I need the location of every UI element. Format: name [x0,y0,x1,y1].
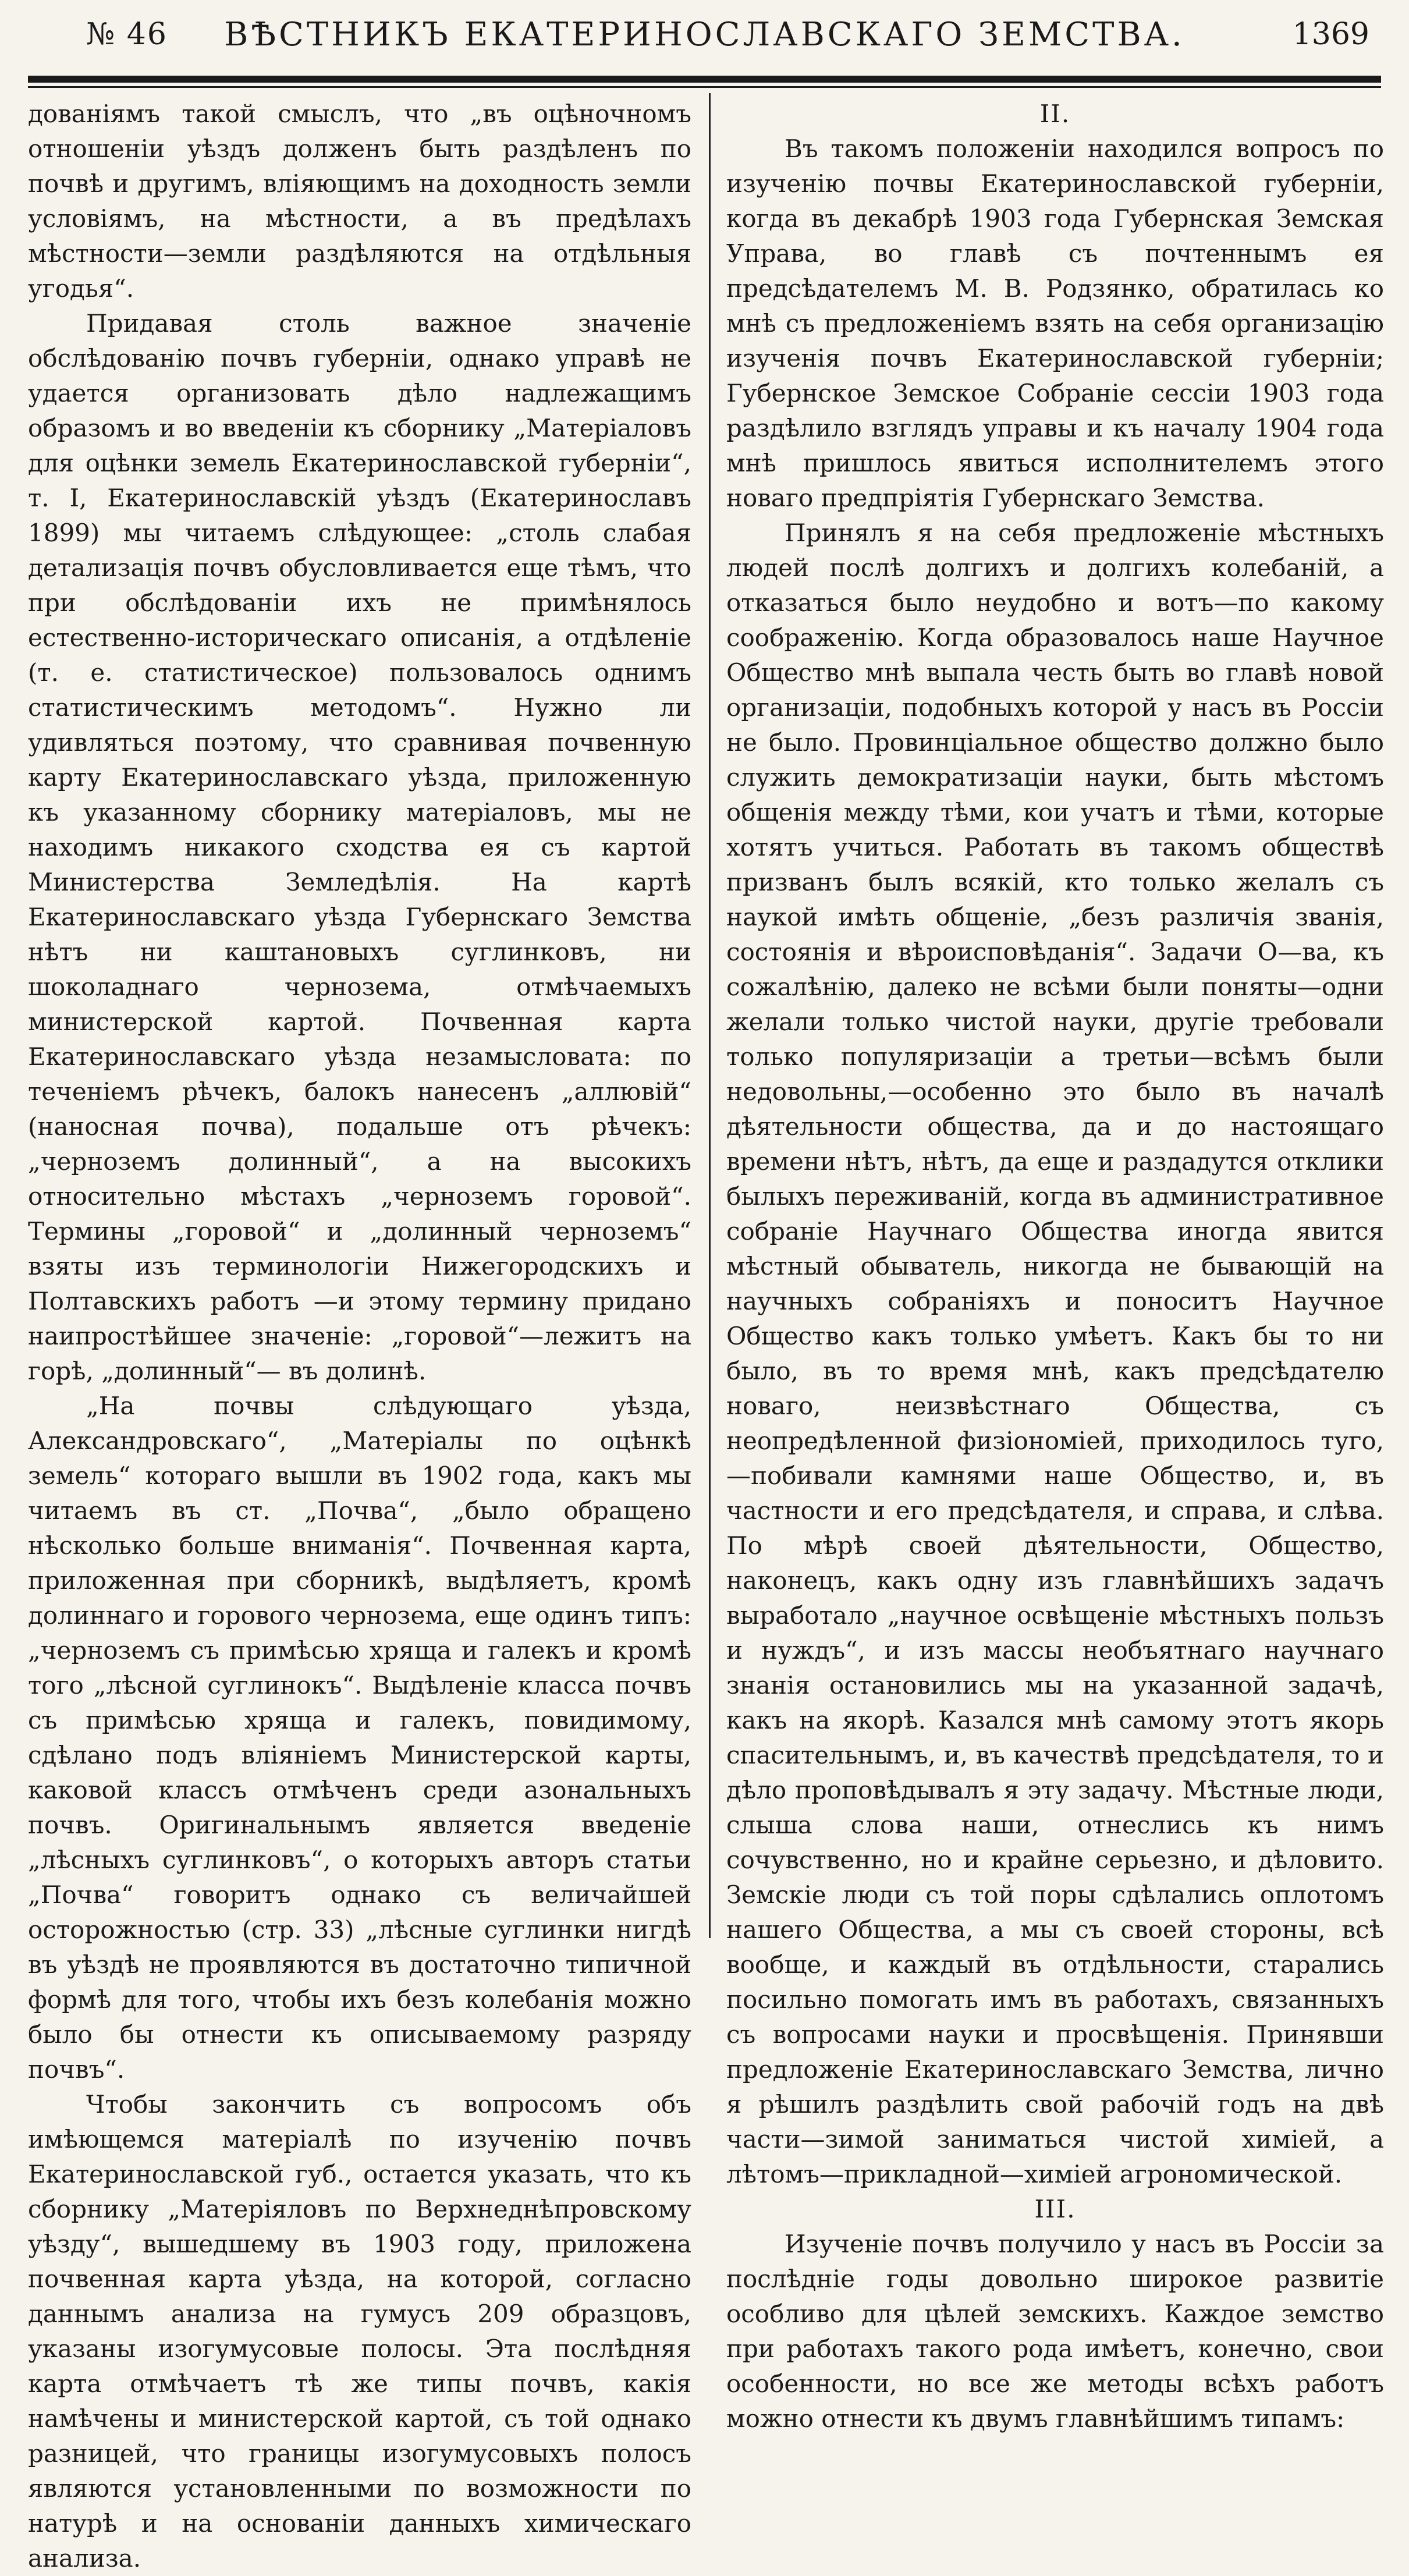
right-paragraph-3: Изученіе почвъ получило у насъ въ Россіи за послѣдніе годы довольно широкое развитіе особливо для цѣлей земскихъ. Каждое земство при работахъ такого рода имѣетъ, конечно, свои особенности, но все же методы всѣхъ работъ можно отнести къ двумъ главнѣйшимъ типамъ: [726,2230,1384,2433]
page-number: 1369 [1292,17,1369,52]
header-rule-thin [28,86,1381,88]
left-paragraph-1: дованіямъ такой смыслъ, что „въ оцѣночномъ отношеніи уѣздъ долженъ быть раздѣленъ по почвѣ и другимъ, вліяющимъ на доходность земли условіямъ, на мѣстности, а въ предѣлахъ мѣстности—земли раздѣляются на отдѣльныя угодья“. [28,100,691,303]
header-rule-thick [28,76,1381,83]
right-column [726,97,1384,2433]
right-paragraph-1: Въ такомъ положеніи находился вопросъ по изученію почвы Екатеринославской губерніи, когда въ декабрѣ 1903 года Губернская Земская Управа, во главѣ съ почтеннымъ ея предсѣдателемъ М. В. Родзянко, обратилась ко мнѣ съ предложеніемъ взять на себя организацію изученія почвъ Екатеринославской губерніи; Губернское Земское Собраніе сессіи 1903 года раздѣлило взглядъ управы и къ началу 1904 года мнѣ пришлось явиться исполнителемъ этого новаго предпріятія Губернскаго Земства. [726,134,1384,512]
column-divider [709,93,711,1938]
journal-title: ВѢСТНИКЪ ЕКАТЕРИНОСЛАВСКАГО ЗЕМСТВА. [224,15,1185,54]
section-heading-3: III. [1034,2195,1076,2223]
left-paragraph-4: Чтобы закончить съ вопросомъ объ имѣющемся матеріалѣ по изученію почвъ Екатеринославской губ., остается указать, что къ сборнику „Матеріяловъ по Верхнеднѣпровскому уѣзду“, вышедшему въ 1903 году, приложена почвенная карта уѣзда, на которой, согласно даннымъ анализа на гумусъ 209 образцовъ, указаны изогумусовые полосы. Эта послѣдняя карта отмѣчаетъ тѣ же типы почвъ, какія намѣчены и министерской картой, съ той однако разницей, что границы изогумусовыхъ полосъ являются установленными по возможности по натурѣ и на основаніи данныхъ химическаго анализа. [28,2090,691,2573]
page-header [28,0,1381,69]
left-column [28,97,691,2573]
right-paragraph-2: Принялъ я на себя предложеніе мѣстныхъ людей послѣ долгихъ и долгихъ колебаній, а отказаться было неудобно и вотъ—по какому соображенію. Когда образовалось наше Научное Общество мнѣ выпала честь быть во главѣ новой организаціи, подобныхъ которой у насъ въ Россіи не было. Провинціальное общество должно было служить демократизаціи науки, быть мѣстомъ общенія между тѣми, кои учатъ и тѣми, которые хотятъ учиться. Работать въ такомъ обществѣ призванъ былъ всякій, кто только желалъ съ наукой имѣть общеніе, „безъ различія званія, состоянія и вѣроисповѣданія“. Задачи О—ва, къ сожалѣнію, далеко не всѣми были поняты—одни желали только чистой науки, другіе требовали только популяризаціи а третьи—всѣмъ были недовольны,—особенно это было въ началѣ дѣятельности общества, да и до настоящаго времени нѣтъ, нѣтъ, да еще и раздадутся отклики былыхъ переживаній, когда въ административное собраніе Научнаго Общества иногда явится мѣстный обыватель, никогда не бывающій на научныхъ собраніяхъ и поноситъ Научное Общество какъ только умѣетъ. Какъ бы то ни было, въ то время мнѣ, какъ предсѣдателю новаго, неизвѣстнаго Общества, съ неопредѣленной физіономіей, приходилось туго,—побивали камнями наше Общество, и, въ частности и его предсѣдателя, и справа, и слѣва. По мѣрѣ своей дѣятельности, Общество, наконецъ, какъ одну изъ главнѣйшихъ задачъ выработало „научное освѣщеніе мѣстныхъ пользъ и нуждъ“, и изъ массы необъятнаго научнаго знанія остановились мы на указанной задачѣ, какъ на якорѣ. Казался мнѣ самому этотъ якорь спасительнымъ, и, въ качествѣ предсѣдателя, то и дѣло проповѣдывалъ я эту задачу. Мѣстные люди, слыша слова наши, отнеслись къ нимъ сочувственно, но и крайне серьезно, и дѣловито. Земскіе люди съ той поры сдѣлались оплотомъ нашего Общества, а мы съ своей стороны, всѣ вообще, и каждый въ отдѣльности, старались посильно помогать имъ въ работахъ, связанныхъ съ вопросами науки и просвѣщенія. Принявши предложеніе Екатеринославскаго Земства, лично я рѣшилъ раздѣлить свой рабочій годъ на двѣ части—зимой заниматься чистой химіей, а лѣтомъ—прикладной—химіей агрономической. [726,519,1384,2188]
section-heading-2: II. [1039,100,1071,128]
left-paragraph-3: „На почвы слѣдующаго уѣзда, Александровскаго“, „Матеріалы по оцѣнкѣ земель“ котораго вышли въ 1902 года, какъ мы читаемъ въ ст. „Почва“, „было обращено нѣсколько больше вниманія“. Почвенная карта, приложенная при сборникѣ, выдѣляетъ, кромѣ долиннаго и горового чернозема, еще одинъ типъ: „черноземъ съ примѣсью хряща и галекъ и кромѣ того „лѣсной суглинокъ“. Выдѣленіе класса почвъ съ примѣсью хряща и галекъ, повидимому, сдѣлано подъ вліяніемъ Министерской карты, каковой классъ отмѣченъ среди азональныхъ почвъ. Оригинальнымъ является введеніе „лѣсныхъ суглинковъ“, о которыхъ авторъ статьи „Почва“ говоритъ однако съ величайшей осторожностью (стр. 33) „лѣсные суглинки нигдѣ въ уѣздѣ не проявляются въ достаточно типичной формѣ для того, чтобы ихъ безъ колебанія можно было бы отнести къ описываемому разряду почвъ“. [28,1392,691,2084]
left-paragraph-2: Придавая столь важное значеніе обслѣдованію почвъ губерніи, однако управѣ не удается организовать дѣло надлежащимъ образомъ и во введеніи къ сборнику „Матеріаловъ для оцѣнки земель Екатеринославской губерніи“, т. I, Екатеринославскій уѣздъ (Екатеринославъ 1899) мы читаемъ слѣдующее: „столь слабая детализація почвъ обусловливается еще тѣмъ, что при обслѣдованіи ихъ не примѣнялось естественно-историческаго описанія, а отдѣленіе (т. е. статистическое) пользовалось однимъ статистическимъ методомъ“. Нужно ли удивляться поэтому, что сравнивая почвенную карту Екатеринославскаго уѣзда, приложенную къ указанному сборнику матеріаловъ, мы не находимъ никакого сходства ея съ картой Министерства Земледѣлія. На картѣ Екатеринославскаго уѣзда Губернскаго Земства нѣтъ ни каштановыхъ суглинковъ, ни шоколаднаго чернозема, отмѣчаемыхъ министерской картой. Почвенная карта Екатеринославскаго уѣзда незамысловата: по теченіемъ рѣчекъ, балокъ нанесенъ „аллювій“ (наносная почва), подальше отъ рѣчекъ: „черноземъ долинный“, а на высокихъ относительно мѣстахъ „черноземъ горовой“. Термины „горовой“ и „долинный черноземъ“ взяты изъ терминологіи Нижегородскихъ и Полтавскихъ работъ —и этому термину придано наипростѣйшее значеніе: „горовой“—лежитъ на горѣ, „долинный“— въ долинѣ. [28,309,691,1385]
issue-number: № 46 [86,17,168,52]
